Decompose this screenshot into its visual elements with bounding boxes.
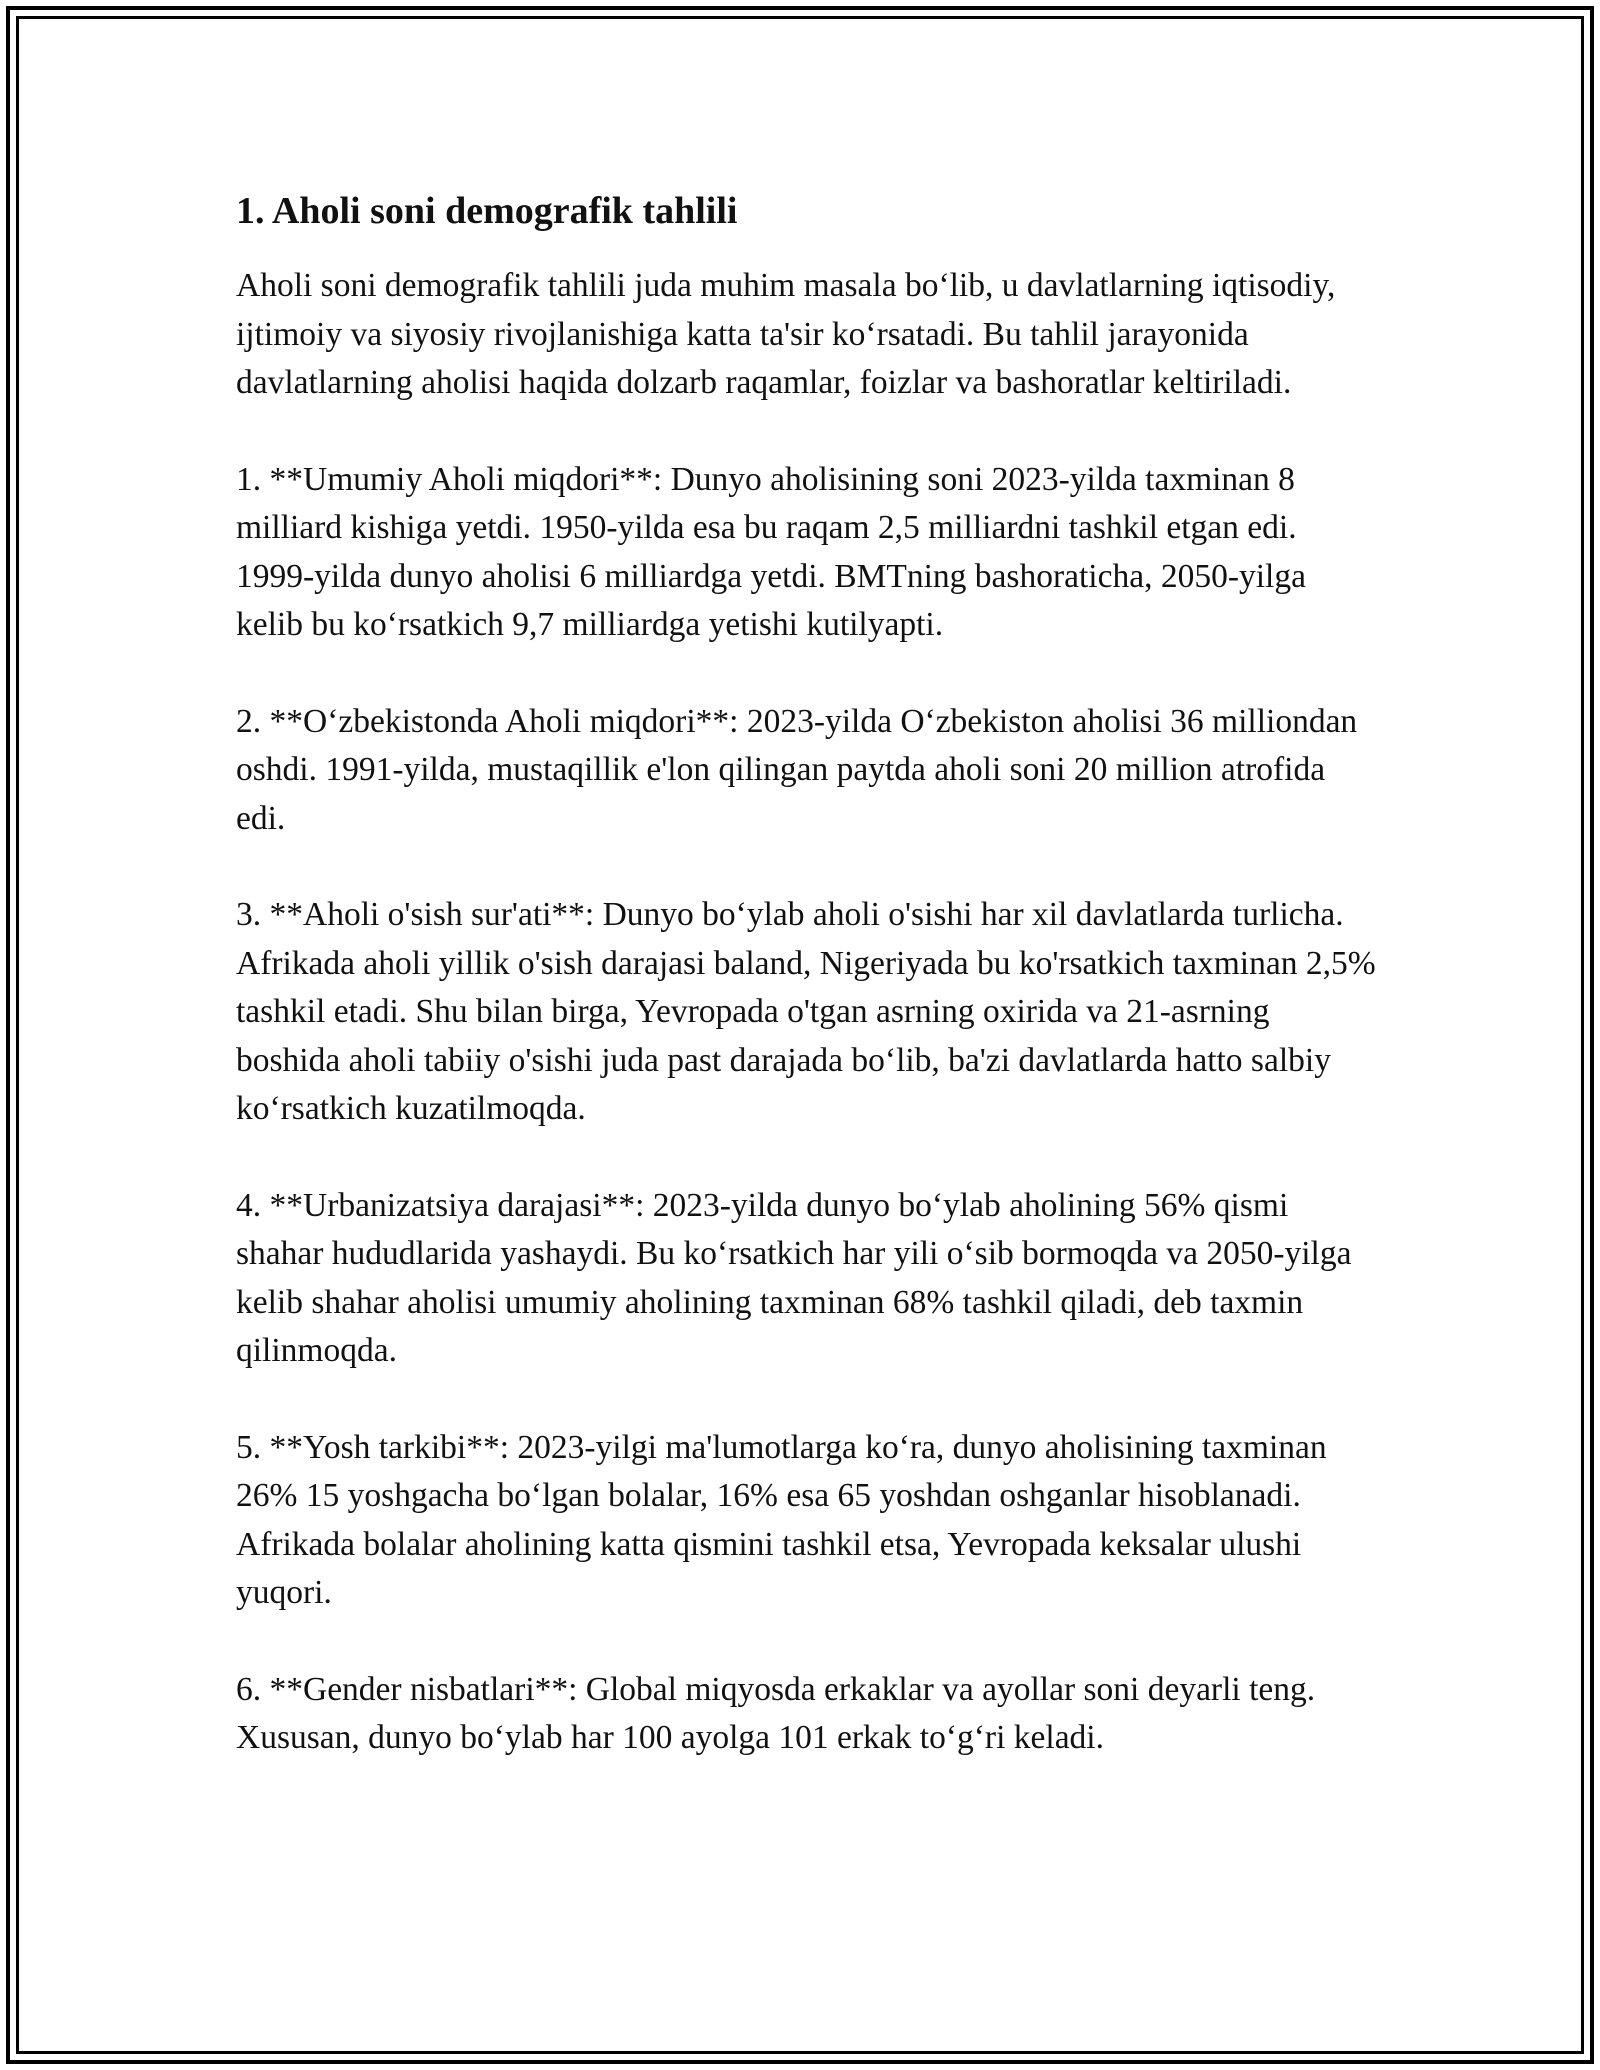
section-heading: 1. Aholi soni demografik tahlili — [236, 190, 738, 232]
paragraph-age-structure: 5. **Yosh tarkibi**: 2023-yilgi ma'lumotlarga ko‘ra, dunyo aholisining taxminan 26% 15 yoshgacha bo‘lgan bolalar, 16% esa 65 yoshdan oshganlar hisoblanadi. Afrikada bolalar aholining katta qismini tashkil etsa, Yevropada keksalar ulushi yuqori. — [236, 1428, 1327, 1611]
paragraph-growth-rate: 3. **Aholi o'sish sur'ati**: Dunyo bo‘ylab aholi o'sishi har xil davlatlarda turlicha. Afrikada aholi yillik o'sish darajasi baland, Nigeriyada bu ko'rsatkich taxminan 2,5% tashkil etadi. Shu bilan birga, Yevropada o'tgan asrning oxirida va 21-asrning boshida aholi tabiiy o'sishi juda past darajada bo‘lib, ba'zi davlatlarda hatto salbiy ko‘rsatkich kuzatilmoqda. — [236, 896, 1376, 1127]
paragraph-urbanization: 4. **Urbanizatsiya darajasi**: 2023-yilda dunyo bo‘ylab aholining 56% qismi shahar hududlarida yashaydi. Bu ko‘rsatkich har yili o‘sib bormoqda va 2050-yilga kelib shahar aholisi umumiy aholining taxminan 68% tashkil qiladi, deb taxmin qilinmoqda. — [236, 1186, 1352, 1369]
intro-paragraph: Aholi soni demografik tahlili juda muhim masala bo‘lib, u davlatlarning iqtisodiy, ijtimoiy va siyosiy rivojlanishiga katta ta'sir ko‘rsatadi. Bu tahlil jarayonida davlatlarning aholisi haqida dolzarb raqamlar, foizlar va bashoratlar keltiriladi. — [236, 267, 1336, 401]
paragraph-uzbekistan-population: 2. **O‘zbekistonda Aholi miqdori**: 2023-yilda O‘zbekiston aholisi 36 milliondan oshdi. 1991-yilda, mustaqillik e'lon qilingan paytda aholi soni 20 million atrofida edi. — [236, 702, 1358, 837]
document-body — [236, 186, 1376, 1811]
paragraph-total-population: 1. **Umumiy Aholi miqdori**: Dunyo aholisining soni 2023-yilda taxminan 8 milliard kishiga yetdi. 1950-yilda esa bu raqam 2,5 milliardni tashkil etgan edi. 1999-yilda dunyo aholisi 6 milliardga yetdi. BMTning bashoraticha, 2050-yilga kelib bu ko‘rsatkich 9,7 milliardga yetishi kutilyapti. — [236, 460, 1306, 643]
paragraph-gender-ratio: 6. **Gender nisbatlari**: Global miqyosda erkaklar va ayollar soni deyarli teng. Xususan, dunyo bo‘ylab har 100 ayolga 101 erkak to‘g‘ri keladi. — [236, 1670, 1316, 1756]
